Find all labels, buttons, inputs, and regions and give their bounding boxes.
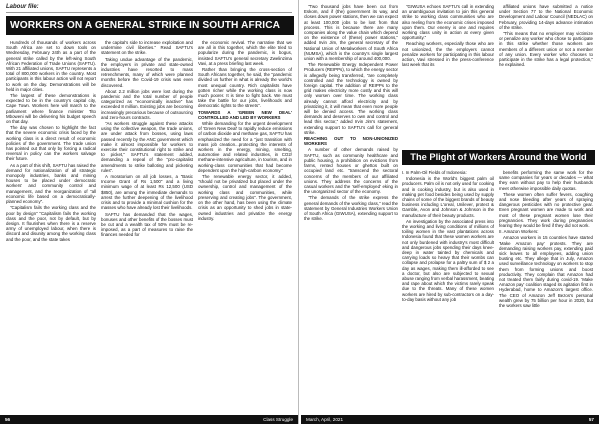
paragraph: The renewable energy sector, it added, "should not be privatized but placed under the ownership, control and management of the working class and communities, while preserving and creating jobs". The government, on the other hand, has been using the climate crisis as an opportunity to shed jobs in state-owned industries and privatize the energy industry. (198, 174, 292, 221)
right-column-2-bottom (402, 170, 494, 406)
left-column-2 (101, 40, 193, 406)
publication-name: Class Struggle (263, 417, 293, 422)
paragraph: A moratorium on all job losses, a "Basic Income Grant of Rs 1,500" and a living minimum wage of at least Rs 12,500 (USD $850), are among the immediate demands to arrest the further deepening of the livelihood crisis and to provide a minimal cushion for the masses who have already lost their livelihoods. (101, 174, 193, 211)
page-number: 57 (588, 417, 594, 422)
paragraph: While demanding for the urgent development of 'Green New Deal' to rapidly reduce emissions of carbon dioxide and methane gas, SAFTU has emphasized the need for a "just transition with mass job creation...protecting the interests of workers in the energy, mining, smelting, automotive and related industries, in CO2/ methane-intensive agriculture, in tourism, and in working-class communities that had become dependent upon the high-carbon economy." (198, 121, 292, 173)
right-page (301, 0, 599, 424)
paragraph: II. Amazon Workers: (499, 229, 539, 235)
paragraph: Reaching workers, especially those who are not unionized, the the employers cannot penalize workers for participating in this labour action, Vavi stressed in the press-conference last week that its (402, 41, 494, 68)
paragraph: An investigation by the associated press into the working and living conditions of millions of toiling women in the vast plantations across Indonesia found that these women workers are not only burdened with industry's most difficult and dangerous jobs spending their days knee-deep in water tainted by chemicals and carrying loads so heavy that their wombs can collapse and prolapse for a paltry sum of $ 2 a day as wages, making them ill-afforded to see a doctor, but also are subjected to sexual abuse ranging from verbal harassment, beating and rape about which the victims rarely speak due to the threats. Many of these women workers are hired by sub-contractors on a day-to-day basis without any job (402, 218, 494, 302)
paragraph: "As workers struggle against these attacks using the collective weapon, the trade unions, are under attack from bosses, using laws passed recently by the ANC government which make it almost impossible for workers to exercise their constitutional right to strike and to picket," SAFTU's statement added, demanding a repeal of the "pro-capitalist amendments to strike balloting and picketing rules". (101, 121, 193, 173)
right-column-1 (304, 4, 398, 406)
paragraph: "Capitalism fails the working class and the poor by design" "Capitalism fails the working class and the poor, not by default, but by design. It flourishes when there is a reserve army of unemployed labour, when there is discord and disunity among the working class and the poor, and the state takes (6, 205, 96, 242)
left-page (0, 0, 299, 424)
paragraph: "This means that no employer may victimize or penalize any worker who chose to participate in this strike whether those workers are members of a different union or not a member of any union. Every worker who chooses to participate in the strike has a legal protection," he explained. (499, 31, 593, 68)
page-number: 56 (5, 417, 11, 422)
right-column-3-top (499, 4, 593, 146)
left-footer (0, 415, 298, 424)
paragraph: About 2.2 million jobs were lost during the pandemic and the total number of people categorized as "economically inactive" has exceeded 8 million. Existing jobs are becoming increasingly precarious because of outsourcing and zero-hours contracts. (101, 88, 193, 120)
paragraph: SAFTU has demanded that the wages, bonuses and other benefits of the bosses must be cut and a wealth tax of 50% must be re-imposed, as a part of measures to raise the finances needed for (101, 211, 193, 238)
paragraph: Indonesia is the World's biggest palm oil producers. Palm oil is not only used for cooking and in cooking industry, but is also used in making pet food besides being used by supply chains of some of the biggest brands of beauty business including L'oreal, Unilever, protect & Gamble, Avon and Johnson & Johnson in the manufacture of their beauty products. (402, 176, 494, 218)
paragraph: affiliated unions have submitted a notice under Section 77 to the National Economic Development and Labour Council (NEDLAC) on February, providing 14-days advance intimation of the strike. (499, 4, 593, 30)
paragraph: "The demands of the strike express the general demands of the working class," read the statement by General Industries Workers Union of South Africa (GIWUSA), extending support to the strike. (304, 195, 398, 222)
left-column-1 (6, 40, 96, 406)
paragraph: the capital's side to increase exploitation and undermine civil liberties." Read SAFTU's statement on the strike. (101, 40, 193, 56)
article-headline: WORKERS ON A GENERAL STRIKE IN SOUTH AFRICA (6, 16, 294, 35)
right-column-2-top (402, 4, 494, 146)
paragraph: Taking undue advantage of the pandemic, the employers in private and state-owned industries have resorted to mass retrenchments, many of which were planned months before the Covid-19 crisis was even discovered. (101, 56, 193, 88)
subheading: TOWARDS A 'GREEN NEW DEAL' CONTROLLED AND LED BY WORKERS (198, 109, 292, 120)
paragraph: The day was chosen to highlight the fact that the severe economic crisis faced by the working class is a direct result of economic policies of the government. The trade union has pointed out that only by forcing a radical reversal in policy can the workers salvage their future. (6, 125, 96, 162)
paragraph: "GIWUSA echoes SAFTU's call in extending an unambiguous invitation to join this general strike to working class communities who are also reeling from the economic crises imposed upon them. Our enemy is one and requires working class unity in action at every given opportunity." (402, 4, 494, 41)
paragraph: Rather than bringing the cross-section of South Africans together, he said, the "pandemic divided us further in what is already the world's most unequal country. Rich capitalists have gotten richer while the working class is now much poorer. It is time to fight back. We must take the battle for our jobs, livelihoods and democratic rights to the streets". (198, 67, 292, 109)
left-column-3 (198, 40, 292, 406)
issue-date: March, April, 2021 (306, 417, 344, 422)
right-footer (301, 415, 599, 424)
tag-rule (6, 12, 292, 13)
paragraph: benefits performing the same work for the same companies for years or decades — what they earn without pay to help their husbands meet otherwise impossible daily quotas. (499, 170, 593, 191)
paragraph: Amazon workers in 15 countries have started 'Make Amazon pay' protests. They are demanding raising workers pay, extending paid sick leaves to all employees, adding union busting etc. They allege that in July, Amazon used surveillance technology on workers to stop them from forming unions and boost productivity. They complain that Amazon had not treated them fairly during covid-19. 'Make Amazon pay' coalition staged its agitation first in Hyderabad, home to Amazon's largest office. The CEO of Amazon Jeff Bezos's personal wealth grew by 75 billion per hour in 2020, but the workers saw little (499, 235, 593, 309)
right-column-3-bottom (499, 170, 593, 406)
paragraph: the economic revival. The narrative that we are all in this together, which the elite tried to popularize during the pandemic, is bogus, insisted SAFTU's general secretary Zwelinzima Vavi, at a press briefing last week. (198, 40, 292, 66)
paragraph: "Two thousand jobs have been cut from Eskom, and if (the) government its way, and closes down power stations, then we can expect at least 100,000 jobs to be lost from that process. This is because there are many companies along the value chain which depend on the existence of (these) power stations," added Irvin Jim, the general secretary of the National Union of Metalworkers of South Africa (NUMSA), which is the country's single largest union with a membership of around 400,000. (304, 4, 398, 62)
subheading: REACHING OUT TO NON-UNIONIZED WORKERS (304, 136, 398, 147)
paragraph: The Renewable Energy Independent Power Producers (REIPPs), to which the energy sector is allegedly being transferred, "are completely controlled and the technology is owned by foreign capital. The addition of REIPPs to the grid makes electricity more costly and this will only worsen over time. The working class already cannot afford electricity and by privatizing it, it will mean that even more people will be denied access. The working class demands and deserves to own and control and lead this sector," added Irvin Jim's statement, extending support to SAFTU's call for general strike. (304, 62, 398, 135)
section-tag: Labour file: (6, 4, 39, 10)
section-banner: The Plight of Workers Around the World (402, 150, 595, 165)
paragraph: I. In Palm-Oil Fields of Indonesia: (402, 170, 467, 175)
paragraph: A number of other demands raised by SAFTU, such as community healthcare and public housing, a prohibition on evictions from farms, rented houses or ghettos built on occupied land etc. "transcend the sectoral concerns of the members of our affiliated unions. They address the concerns of the casual workers and the 'self-employed' eking in the unorganized sector of the economy. (304, 147, 398, 195)
paragraph: The largest of these demonstrations is expected to be in the country's capital city, Cape Town. Workers here will march to the parliament where finance minister Tito Mboweni will be delivering his budget speech on that day. (6, 93, 96, 125)
paragraph: Hundreds of thousands of workers across South Africa are set to down tools on Wednesday, February 24th as a part of the general strike called by the left-wing South African Federation of Trade Unions (SAFTU). With 21 affiliated unions, SAFTU represents a total of 800,000 workers in the country. Most participants in this labour action will not report to work on the day. Demonstrations will be held in major cities. (6, 40, 96, 92)
paragraph: As a part of this shift, SAFTU has raised the demand for nationalization of all strategic monopoly industries, banks and mining houses to be placed under democratic workers' and community control and management, and the reorganization of "all economic life based on a democratically-planned economy". (6, 162, 96, 205)
paragraph: These women often suffer fevers, coughing and nose bleeding after years of spraying dangerous pesticides with no protective gear. Even pregnant women are made to work and most of these pregnant women lose their pregnancies. They work during pregnancies fearing they would be fired if they did not work. (499, 191, 593, 229)
